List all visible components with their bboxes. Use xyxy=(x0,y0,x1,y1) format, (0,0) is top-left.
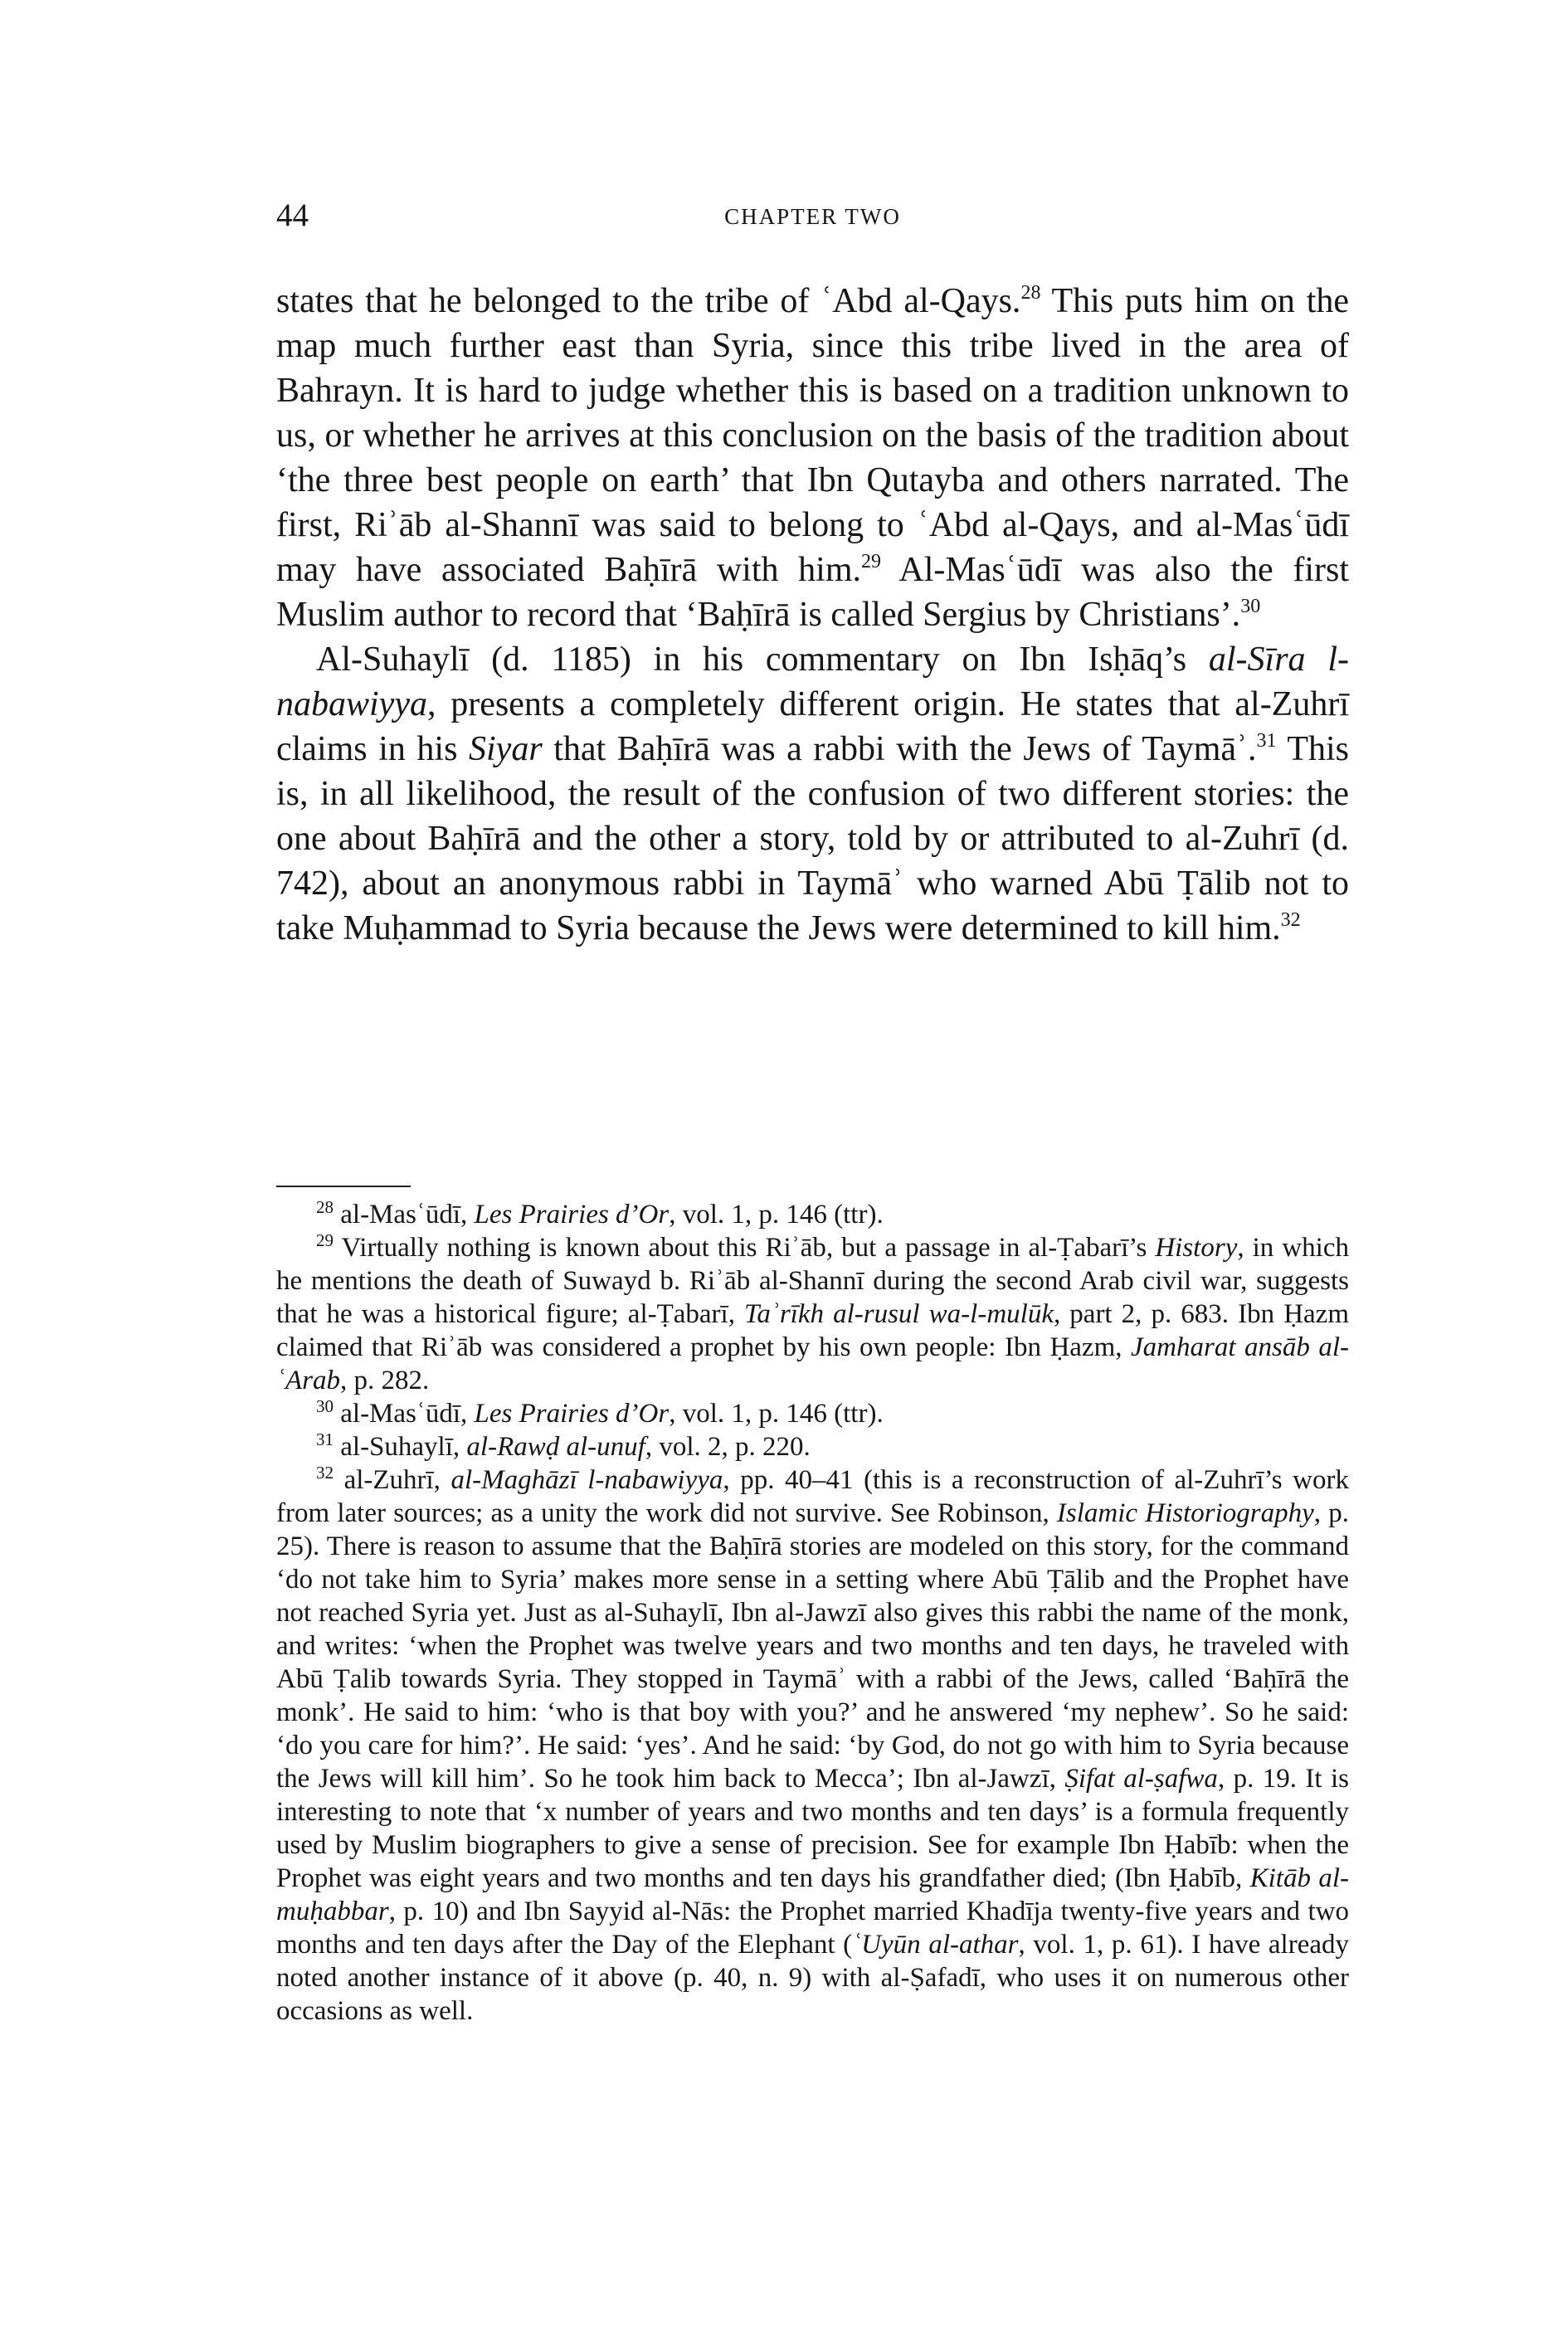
footnote-ref[interactable]: 29 xyxy=(861,551,882,572)
main-text xyxy=(276,279,1349,951)
footnote-number: 32 xyxy=(316,1463,334,1483)
footnote-number: 28 xyxy=(316,1197,334,1217)
footnote-30: $^{30}$ al-Masʿūdī, Les Prairies d’Or, vol. 1, p. 146 (ttr). xyxy=(316,1396,884,1429)
running-head: CHAPTER TWO xyxy=(724,204,901,229)
footnote-ref[interactable]: 30 xyxy=(1240,596,1261,617)
footnote-divider xyxy=(276,1186,411,1187)
footnote-31: $^{31}$ al-Suhaylī, al-Rawḍ al-unuf, vol. 2, p. 220. xyxy=(316,1429,811,1462)
footnote-ref[interactable]: 31 xyxy=(1256,730,1277,752)
footnote-ref[interactable]: 28 xyxy=(1020,282,1041,304)
footnote-number: 31 xyxy=(316,1429,334,1449)
footnote-ref[interactable]: 32 xyxy=(1280,909,1301,931)
footnote-number: 29 xyxy=(316,1230,334,1250)
footnote-29: $^{29}$ Virtually nothing is known about this Riʾāb, but a passage in al-Ṭabarī’s History, in which he mentions the death of Suwayd b. Riʾāb al-Shannī during the second Arab civil war, suggests that he was a historical figure; al-Ṭabarī, Taʾrīkh al-rusul wa-l-mulūk, part 2, p. 683. Ibn Ḥazm claimed that Riʾāb was considered a prophet by his own people: Ibn Ḥazm, Jamharat ansāb al-ʿArab, p. 282. xyxy=(276,1230,1349,1395)
page-header xyxy=(276,195,1349,245)
footnote-32: $^{32}$ al-Zuhrī, al-Maghāzī l-nabawiyya, pp. 40–41 (this is a reconstruction of al-Zuhrī’s work from later sources; as a unity the work did not survive. See Robinson, Islamic Historiography, p. 25). There is reason to assume that the Baḥīrā stories are modeled on this story, for the command ‘do not take him to Syria’ makes more sense in a setting where Abū Ṭālib and the Prophet have not reached Syria yet. Just as al-Suhaylī, Ibn al-Jawzī also gives this rabbi the name of the monk, and writes: ‘when the Prophet was twelve years and two months and ten days, he traveled with Abū Ṭalib towards Syria. They stopped in Taymāʾ with a rabbi of the Jews, called ‘Baḥīrā the monk’. He said to him: ‘who is that boy with you?’ and he answered ‘my nephew’. So he said: ‘do you care for him?’. He said: ‘yes’. And he said: ‘by God, do not go with him to Syria because the Jews will kill him’. So he took him back to Mecca’; Ibn al-Jawzī, Ṣifat al-ṣafwa, p. 19. It is interesting to note that ‘x number of years and two months and ten days’ is a formula frequently used by Muslim biographers to give a sense of precision. See for example Ibn Ḥabīb: when the Prophet was eight years and two months and ten days his grandfather died; (Ibn Ḥabīb, Kitāb al-muḥabbar, p. 10) and Ibn Sayyid al-Nās: the Prophet married Khadīja twenty-five years and two months and ten days after the Day of the Elephant (ʿUyūn al-athar, vol. 1, p. 61). I have already noted another instance of it above (p. 40, n. 9) with al-Ṣafadī, who uses it on numerous other occasions as well. xyxy=(276,1463,1349,2026)
paragraph: states that he belonged to the tribe of ʿAbd al-Qays.$^{28}$ This puts him on the map much further east than Syria, since this tribe lived in the area of Bahrayn. It is hard to judge whether this is based on a tradition unknown to us, or whether he arrives at this conclusion on the basis of the tradition about ‘the three best people on earth’ that Ibn Qutayba and others narrated. The first, Riʾāb al-Shannī was said to belong to ʿAbd al-Qays, and al-Masʿūdī may have associated Baḥīrā with him.$^{29}$ Al-Masʿūdī was also the first Muslim author to record that ‘Baḥīrā is called Sergius by Christians’.$^{30}$ xyxy=(276,282,1350,634)
paragraph: Al-Suhaylī (d. 1185) in his commentary on Ibn Isḥāq’s al-Sīra l-nabawiyya, presents a completely different origin. He states that al-Zuhrī claims in his Siyar that Baḥīrā was a rabbi with the Jews of Taymāʾ.$^{31}$ This is, in all likelihood, the result of the confusion of two different stories: the one about Baḥīrā and the other a story, told by or attributed to al-Zuhrī (d. 742), about an anonymous rabbi in Taymāʾ who warned Abū Ṭālib not to take Muḥammad to Syria because the Jews were determined to kill him.$^{32}$ xyxy=(276,640,1350,947)
page-number: 44 xyxy=(276,197,309,233)
footnote-number: 30 xyxy=(316,1396,334,1416)
footnote-28: $^{28}$ al-Masʿūdī, Les Prairies d’Or, vol. 1, p. 146 (ttr). xyxy=(316,1197,884,1230)
footnotes xyxy=(276,1198,1349,2028)
